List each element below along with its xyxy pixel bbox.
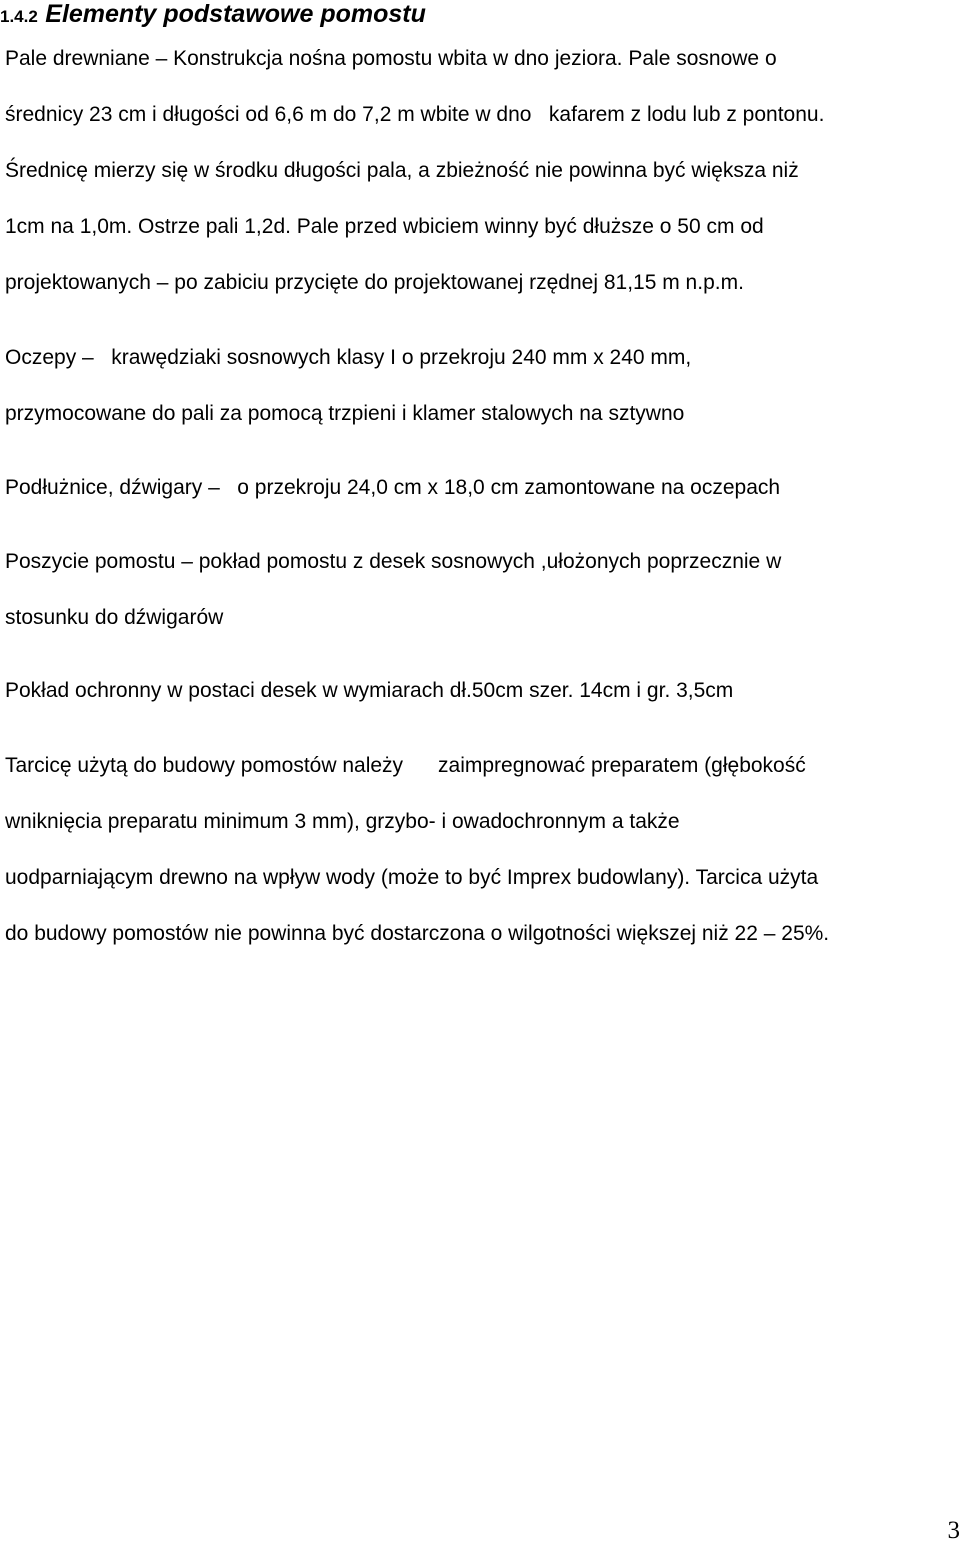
paragraph-line: projektowanych – po zabiciu przycięte do projektowanej rzędnej 81,15 m n.p.m.	[5, 269, 744, 297]
paragraph-line: średnicy 23 cm i długości od 6,6 m do 7,2 m wbite w dno kafarem z lodu lub z pontonu.	[5, 101, 824, 129]
section-heading	[0, 0, 426, 28]
paragraph-line: Średnicę mierzy się w środku długości pala, a zbieżność nie powinna być większa niż	[5, 157, 799, 185]
section-title: Elementy podstawowe pomostu	[45, 0, 426, 28]
paragraph-line: Pokład ochronny w postaci desek w wymiarach dł.50cm szer. 14cm i gr. 3,5cm	[5, 677, 733, 705]
paragraph-line: Pale drewniane – Konstrukcja nośna pomostu wbita w dno jeziora. Pale sosnowe o	[5, 45, 777, 73]
paragraph-line: Oczepy – krawędziaki sosnowych klasy I o przekroju 240 mm x 240 mm,	[5, 344, 691, 372]
paragraph-line: Poszycie pomostu – pokład pomostu z desek sosnowych ,ułożonych poprzecznie w	[5, 548, 781, 576]
paragraph-line: Tarcicę użytą do budowy pomostów należy zaimpregnować preparatem (głębokość	[5, 752, 806, 780]
paragraph-line: uodparniającym drewno na wpływ wody (może to być Imprex budowlany). Tarcica użyta	[5, 864, 818, 892]
paragraph-line: wniknięcia preparatu minimum 3 mm), grzybo- i owadochronnym a także	[5, 808, 680, 836]
paragraph-line: Podłużnice, dźwigary – o przekroju 24,0 cm x 18,0 cm zamontowane na oczepach	[5, 474, 780, 502]
page-number: 3	[948, 1517, 960, 1545]
paragraph-line: do budowy pomostów nie powinna być dostarczona o wilgotności większej niż 22 – 25%.	[5, 920, 829, 948]
paragraph-line: stosunku do dźwigarów	[5, 604, 223, 632]
section-number: 1.4.2	[0, 7, 38, 26]
paragraph-line: 1cm na 1,0m. Ostrze pali 1,2d. Pale przed wbiciem winny być dłuższe o 50 cm od	[5, 213, 764, 241]
paragraph-line: przymocowane do pali za pomocą trzpieni i klamer stalowych na sztywno	[5, 400, 684, 428]
